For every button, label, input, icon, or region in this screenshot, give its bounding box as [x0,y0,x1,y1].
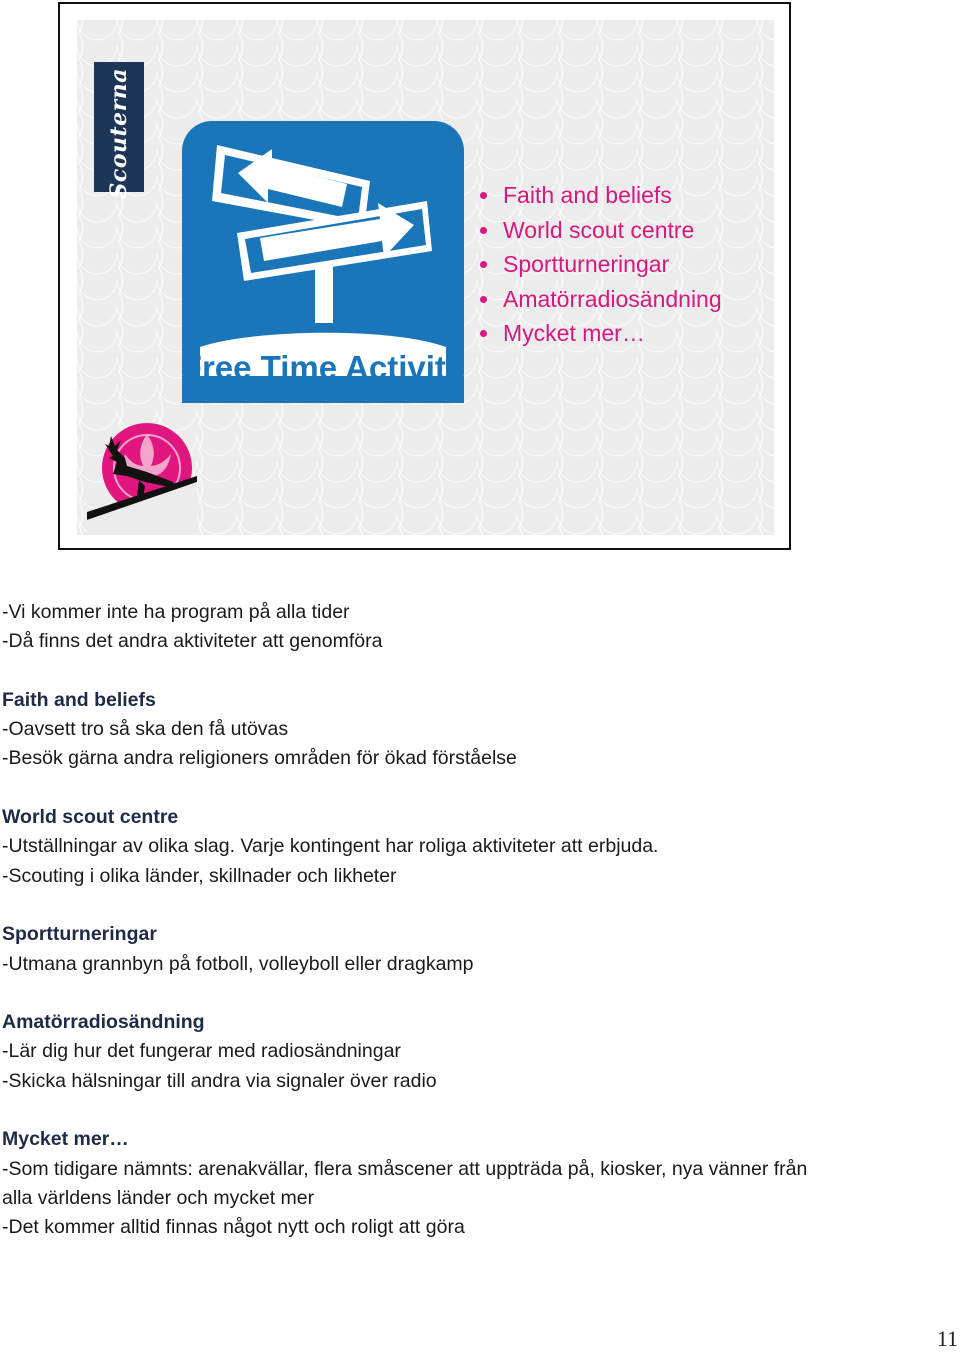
notes-intro-line: -Då finns det andra aktiviteter att genomföra [2,630,383,653]
notes-intro-line: -Vi kommer inte ha program på alla tider [2,601,350,623]
section-heading: World scout centre [2,806,179,829]
bullet-item: World scout centre [475,213,722,248]
bullet-item: Amatörradiosändning [475,282,722,317]
section-line: -Oavsett tro så ska den få utövas [2,718,289,741]
section-line: -Besök gärna andra religioners områden för ökad förståelse [2,747,517,770]
deer-badge-logo [87,416,197,535]
section-line: -Som tidigare nämnts: arenakvällar, flera småscener att uppträda på, kiosker, nya vänner från alla världens länder och mycket mer [2,1157,808,1209]
slide-bullet-list [475,178,722,351]
section-heading: Mycket mer… [2,1128,129,1151]
section-line: -Skicka hälsningar till andra via signaler över radio [2,1069,437,1092]
slide-thumbnail [58,2,791,550]
bullet-item: Mycket mer… [475,316,722,351]
section-line: -Utställningar av olika slag. Varje kontingent har roliga aktiviteter att erbjuda. [2,835,659,858]
section-heading: Amatörradiosändning [2,1011,205,1034]
section-heading: Sportturneringar [2,923,157,946]
section-line: -Scouting i olika länder, skillnader och likheter [2,864,397,887]
bullet-item: Faith and beliefs [475,178,722,213]
slide-canvas [77,20,774,535]
section-line: -Utmana grannbyn på fotboll, volleyboll eller dragkamp [2,952,474,975]
bullet-item: Sportturneringar [475,247,722,282]
speaker-notes [2,598,942,1243]
section-heading: Faith and beliefs [2,688,156,711]
page-number: 11 [936,1326,958,1351]
section-line: -Det kommer alltid finnas något nytt och roligt att göra [2,1216,465,1239]
section-line: -Lär dig hur det fungerar med radiosändningar [2,1040,401,1063]
scouterna-brand-strip [94,62,144,199]
icon-caption: Free Time Activity [182,349,464,386]
free-time-activity-icon [182,121,464,403]
brand-name: Scouterna [106,68,132,199]
